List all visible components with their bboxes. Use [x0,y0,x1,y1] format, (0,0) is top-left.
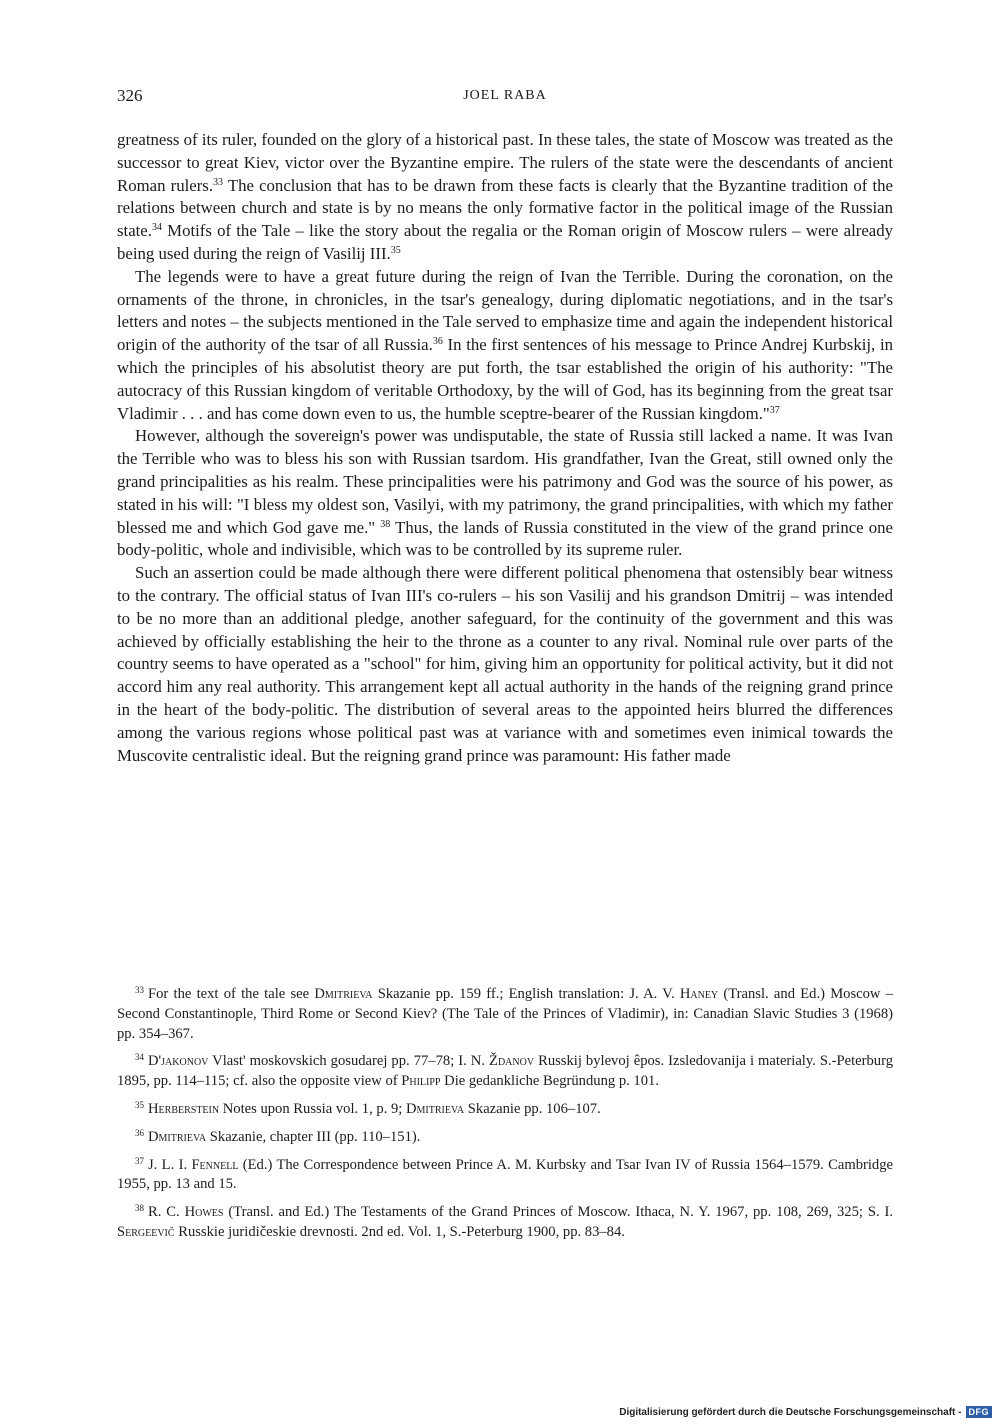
paragraph-1: greatness of its ruler, founded on the glory of a historical past. In these tales, the state of Moscow was treated as the successor to great Kiev, victor over the Byzantine empire. The rulers of the state were the descendants of ancient Roman rulers.$^{33}$ The conclusion that has to be drawn from these facts is clearly that the Byzantine tradition of the relations between church and state is by no means the only formative factor in the political image of the Russian state.$^{34}$ Motifs of the Tale – like the story about the regalia or the Roman origin of Moscow rulers – were already being used during the reign of Vasilij III.$^{35}$ [117,130,894,263]
running-head: JOEL RABA [463,88,547,103]
footnote-38: $^{38}$ R. C. Howes (Transl. and Ed.) The Testaments of the Grand Princes of Moscow. Ithaca, N. Y. 1967, pp. 108, 269, 325; S. I. Sergeevič Russkie juridičeskie drevnosti. 2nd ed. Vol. 1, S.-Peterburg 1900, pp. 83–84. [117,1203,894,1240]
footnotes [117,981,893,1247]
footnote-ref-35[interactable]: 35 [390,244,401,256]
footnote-ref-37[interactable]: 37 [769,404,780,416]
footnote-37: $^{37}$ J. L. I. Fennell (Ed.) The Correspondence between Prince A. M. Kurbsky and Tsar Ivan IV of Russia 1564–1579. Cambridge 1955, pp. 13 and 15. [117,1155,893,1193]
paragraph-4: Such an assertion could be made although there were different political phenomena that ostensibly bear witness to the contrary. The official status of Ivan III's co-rulers – his son Vasilij and his grandson Dmitrij – was intended to be no more than an additional pledge, another safeguard, for the continuity of the government and this was achieved by officially establishing the heir to the throne as a counter to any rival. Nominal rule over parts of the country seems to have operated as a "school" for him, giving him an opportunity for political activity, but it did not accord him any real authority. This arrangement kept all actual authority in the hands of the reigning grand prince in the heart of the body-politic. The distribution of several areas to the appointed heirs blurred the differences among the various regions whose political past was at variance with and sometimes even inimical towards the Muscovite centralistic ideal. But the reigning grand prince was paramount: His father made [117,563,893,765]
body-text [117,129,893,767]
footnote-35: $^{35}$ Herberstein Notes upon Russia vol. 1, p. 9; Dmitrieva Skazanie pp. 106–107. [135,1099,601,1117]
digitization-text: Digitalisierung gefördert durch die Deutsche Forschungsgemeinschaft - [619,1406,962,1418]
paragraph-3: However, although the sovereign's power was undisputable, the state of Russia still lacked a name. It was Ivan the Terrible who was to bless his son with Russian tsardom. His grandfather, Ivan the Great, still owned only the grand principalities as his realm. These principalities were his patrimony and God was the source of his power, as stated in his will: "I bless my oldest son, Vasilyi, with my patrimony, the grand principalities, with which my father blessed me and which God gave me." $^{38}$ Thus, the lands of Russia constituted in the view of the grand prince one body-politic, whole and indivisible, which was to be controlled by its supreme ruler. [117,426,893,560]
page-header [117,86,893,110]
footnote-ref-38[interactable]: 38 [380,518,391,530]
footnote-ref-33[interactable]: 33 [213,176,224,188]
page-number: 326 [117,86,143,105]
paragraph-2: The legends were to have a great future during the reign of Ivan the Terrible. During the coronation, on the ornaments of the throne, in chronicles, in the tsar's genealogy, during diplomatic negotiations, and in the tsar's letters and notes – the subjects mentioned in the Tale served to emphasize time and again the independent historical origin of the authority of the tsar of all Russia.$^{36}$ In the first sentences of his message to Prince Andrej Kurbskij, in which the principles of his absolutist theory are put forth, the tsar established the origin of his authority: "The autocracy of this Russian kingdom of veritable Orthodoxy, by the will of God, has its beginning from the great tsar Vladimir . . . and has come down even to us, the humble sceptre-bearer of the Russian kingdom."$^{37}$ [117,266,893,423]
footnote-33: $^{33}$ For the text of the tale see Dmitrieva Skazanie pp. 159 ff.; English translation: J. A. V. Haney (Transl. and Ed.) Moscow – Second Constantinople, Third Rome or Second Kiev? (The Tale of the Princes of Vladimir), in: Canadian Slavic Studies 3 (1968) pp. 354–367. [117,985,893,1042]
dfg-logo[interactable]: DFG [966,1406,993,1418]
footnote-34: $^{34}$ D'jakonov Vlast' moskovskich gosudarej pp. 77–78; I. N. Ždanov Russkij bylevoj êpos. Izsledovanija i materialy. S.-Peterburg 1895, pp. 114–115; cf. also the opposite view of Philipp Die gedankliche Begründung p. 101. [117,1052,893,1090]
footnote-36: $^{36}$ Dmitrieva Skazanie, chapter III (pp. 110–151). [135,1127,421,1145]
digitization-credit [619,1406,992,1418]
footnote-ref-36[interactable]: 36 [432,336,443,348]
footnote-ref-34[interactable]: 34 [151,222,162,234]
